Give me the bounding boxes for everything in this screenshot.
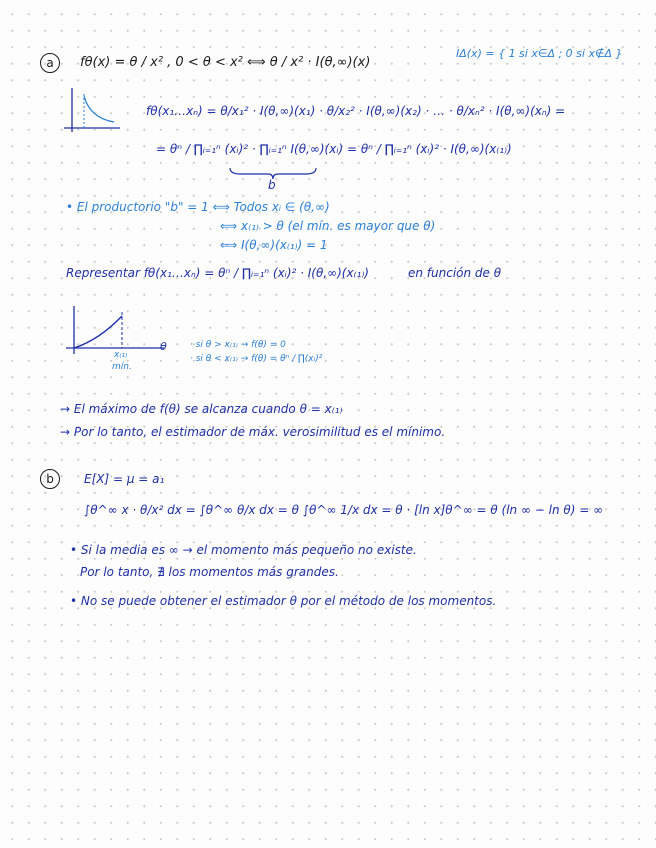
- indicator-definition: IΔ(x) = { 1 si x∈Δ ; 0 si x∉Δ }: [456, 47, 623, 60]
- likelihood-line-2: = θⁿ / ∏ᵢ₌₁ⁿ (xᵢ)² · ∏ᵢ₌₁ⁿ I(θ,∞)(xᵢ) = θⁿ / ∏ᵢ₌₁ⁿ (xᵢ)² · I(θ,∞)(x₍₁₎): [156, 142, 512, 156]
- brace-label: b: [268, 178, 276, 192]
- density-definition: fθ(x) = θ / x² , 0 < θ < x² ⟺ θ / x² · I(θ,∞)(x): [80, 55, 371, 70]
- conclusion-1: → El máximo de f(θ) se alcanza cuando θ = x₍₁₎: [60, 402, 343, 416]
- product-note-3: ⟺ I(θ,∞)(x₍₁₎) = 1: [220, 238, 328, 252]
- part-b-label: b: [40, 469, 60, 489]
- part-a-label: a: [40, 53, 60, 73]
- graph-axis-theta: θ: [160, 340, 167, 353]
- note-2: Por lo tanto, ∄ los momentos más grandes.: [80, 565, 339, 579]
- conclusion-2: → Por lo tanto, el estimador de máx. verosimilitud es el mínimo.: [60, 425, 446, 439]
- represent-line: Representar fθ(x₁…xₙ) = θⁿ / ∏ᵢ₌₁ⁿ (xᵢ)² · I(θ,∞)(x₍₁₎): [66, 266, 369, 280]
- expectation-line: E[X] = μ = a₁: [84, 472, 165, 486]
- decreasing-curve-sketch: [64, 88, 124, 138]
- note-3: • No se puede obtener el estimador θ por el método de los momentos.: [70, 594, 497, 608]
- represent-suffix: en función de θ: [408, 266, 502, 280]
- graph-note-1: · si θ > x₍₁₎ → f(θ) = 0: [190, 340, 286, 350]
- integral-line: ∫θ^∞ x · θ/x² dx = ∫θ^∞ θ/x dx = θ ∫θ^∞ 1/x dx = θ · [ln x]θ^∞ = θ (ln ∞ − ln θ) = ∞: [84, 503, 604, 517]
- graph-note-2: · si θ < x₍₁₎ → f(θ) = θⁿ / ∏(xᵢ)²: [190, 354, 323, 364]
- graph-x-label: x₍₁₎: [114, 350, 128, 360]
- product-note-1: • El productorio "b" = 1 ⟺ Todos xᵢ ∈ (θ,∞): [66, 200, 330, 214]
- note-1: • Si la media es ∞ → el momento más pequeño no existe.: [70, 543, 417, 557]
- product-note-2: ⟺ x₍₁₎ > θ (el mín. es mayor que θ): [220, 219, 436, 233]
- graph-x-sublabel: mín.: [112, 362, 132, 372]
- likelihood-line-1: fθ(x₁…xₙ) = θ/x₁² · I(θ,∞)(x₁) · θ/x₂² · I(θ,∞)(x₂) · … · θ/xₙ² · I(θ,∞)(xₙ) =: [146, 104, 566, 118]
